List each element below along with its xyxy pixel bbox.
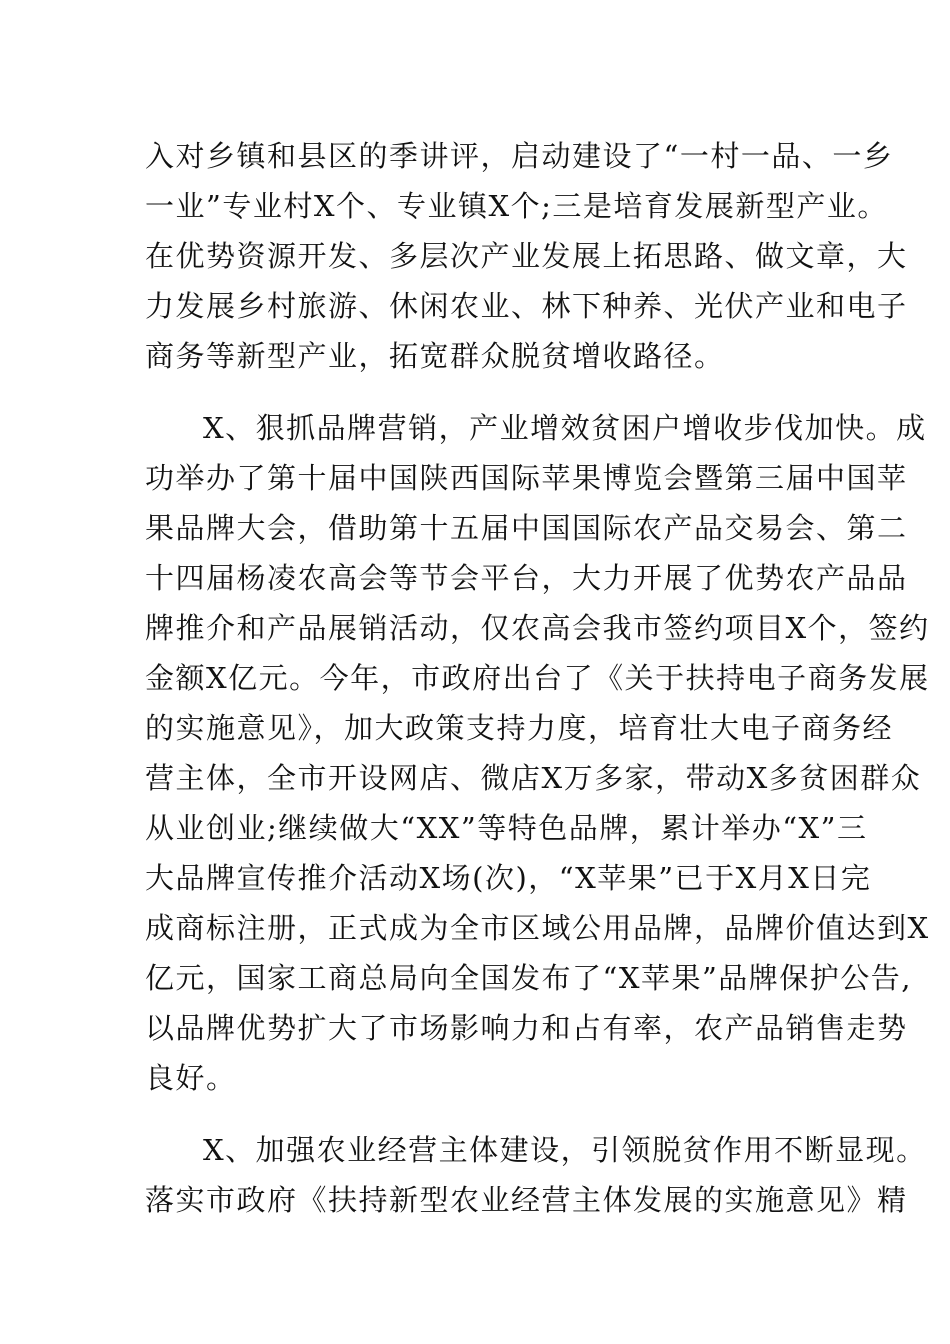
text-line: 以品牌优势扩大了市场影响力和占有率，农产品销售走势 (145, 1011, 908, 1045)
text-line: 力发展乡村旅游、休闲农业、林下种养、光伏产业和电子 (145, 289, 908, 323)
text-line: 营主体，全市开设网店、微店X万多家，带动X多贫困群众 (145, 761, 922, 795)
paragraph-spacer (145, 381, 825, 403)
paragraph-2 (145, 403, 930, 1103)
paragraph-3 (145, 1125, 927, 1225)
document-body (145, 131, 930, 1225)
text-line: 在优势资源开发、多层次产业发展上拓思路、做文章，大 (145, 239, 908, 273)
paragraph-1 (145, 131, 908, 381)
text-line: 牌推介和产品展销活动，仅农高会我市签约项目X个，签约 (145, 611, 930, 645)
text-line: 的实施意见》，加大政策支持力度，培育壮大电子商务经 (145, 711, 894, 745)
text-line: 商务等新型产业，拓宽群众脱贫增收路径。 (145, 339, 725, 373)
text-line: X、加强农业经营主体建设，引领脱贫作用不断显现。 (203, 1133, 927, 1167)
text-line: 成商标注册，正式成为全市区域公用品牌，品牌价值达到X (145, 911, 930, 945)
text-line: 一业”专业村X个、专业镇X个;三是培育发展新型产业。 (145, 189, 888, 223)
text-line: 从业创业;继续做大“XX”等特色品牌，累计举办“X”三 (145, 811, 868, 845)
text-line: 功举办了第十届中国陕西国际苹果博览会暨第三届中国苹 (145, 461, 908, 495)
text-line: 落实市政府《扶持新型农业经营主体发展的实施意见》精 (145, 1183, 908, 1217)
text-line: 十四届杨凌农高会等节会平台，大力开展了优势农产品品 (145, 561, 908, 595)
text-line: 良好。 (145, 1061, 237, 1095)
paragraph-spacer (145, 1103, 825, 1125)
text-line: 果品牌大会，借助第十五届中国国际农产品交易会、第二 (145, 511, 908, 545)
text-line: 亿元，国家工商总局向全国发布了“X苹果”品牌保护公告, (145, 961, 913, 995)
text-line: X、狠抓品牌营销，产业增效贫困户增收步伐加快。成 (203, 411, 927, 445)
text-line: 入对乡镇和县区的季讲评，启动建设了“一村一品、一乡 (145, 139, 894, 173)
text-line: 金额X亿元。今年，市政府出台了《关于扶持电子商务发展 (145, 661, 930, 695)
text-line: 大品牌宣传推介活动X场(次)，“X苹果”已于X月X日完 (145, 861, 872, 895)
